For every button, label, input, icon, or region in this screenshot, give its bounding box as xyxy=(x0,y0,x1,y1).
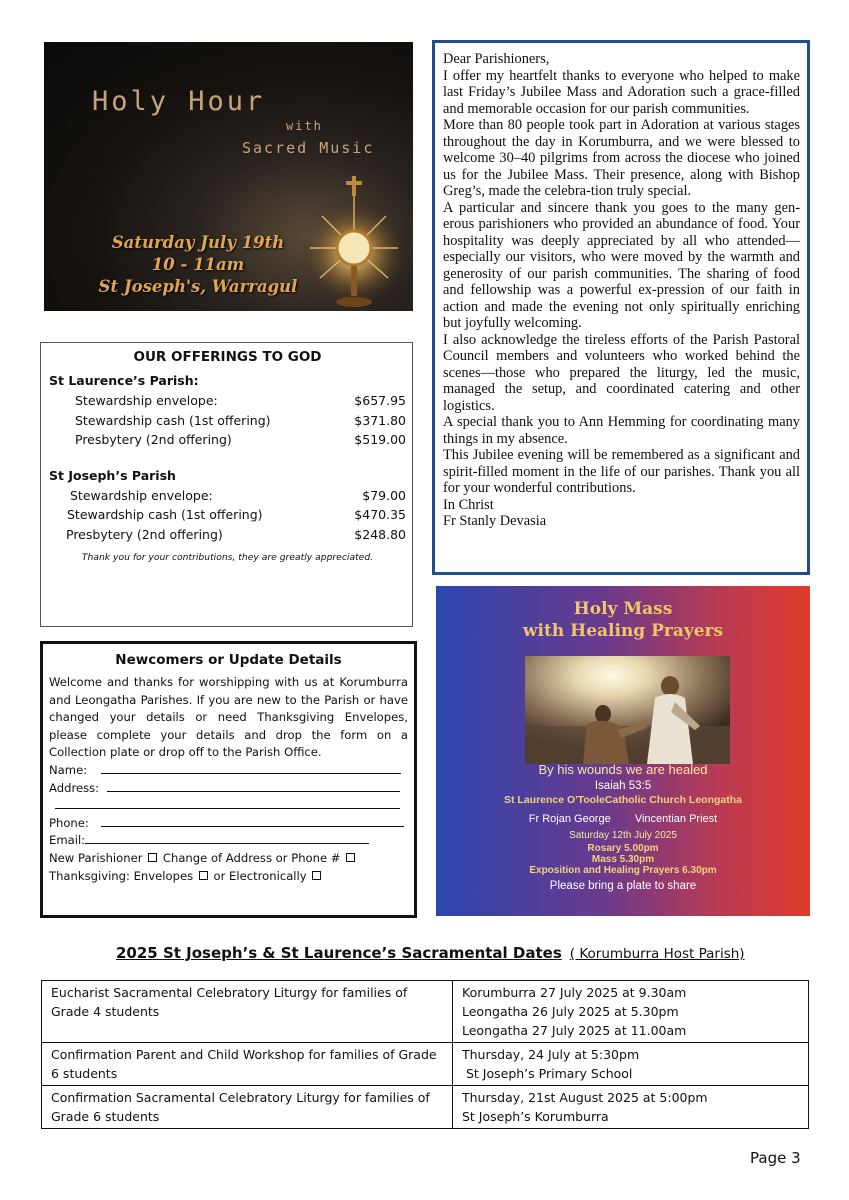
detail-line: Leongatha 26 July 2025 at 5.30pm xyxy=(462,1004,679,1019)
offering-label: Stewardship cash (1st offering) xyxy=(67,507,263,522)
offering-label: Presbytery (2nd offering) xyxy=(75,432,232,447)
mass-verse: By his wounds we are healed xyxy=(538,762,708,777)
monstrance-icon xyxy=(302,170,412,310)
offering-row xyxy=(49,430,406,450)
address-label: Address: xyxy=(49,780,100,795)
page-number: Page 3 xyxy=(750,1149,801,1167)
table-row xyxy=(42,1086,809,1129)
offering-label: Stewardship envelope: xyxy=(70,487,213,503)
letter-paragraph: A particular and sincere thank you goes to the many gen-erous parishioners who provided an abundance of food. Your hospitality was deeply appreciated by all who attended—especially our visitors, who were moved by the warmth and generosity of our parish communities. The sharing of food and fellowship was a powerful ex-pression of our faith in action and made the evening not only spiritually enriching but joyfully welcoming. xyxy=(443,199,800,331)
offering-amount: $371.80 xyxy=(354,412,406,428)
details-cell xyxy=(453,981,809,1043)
poster-with: with xyxy=(286,119,323,133)
jesus-healing-image xyxy=(525,656,730,764)
letter-closing: In Christ xyxy=(443,496,494,513)
new-parishioner-label: New Parishioner xyxy=(49,850,143,865)
email-label: Email: xyxy=(49,833,86,848)
details-cell xyxy=(453,1086,809,1129)
detail-line: St Joseph’s Korumburra xyxy=(462,1109,609,1124)
electronically-label: or Electronically xyxy=(213,868,307,883)
thanksgiving-options xyxy=(49,868,408,886)
table-row xyxy=(42,1043,809,1086)
offering-label: Stewardship cash (1st offering) xyxy=(75,412,271,428)
mass-title-line2: with Healing Prayers xyxy=(522,621,724,641)
holy-mass-poster xyxy=(436,586,810,916)
sacramental-title: 2025 St Joseph’s & St Laurence’s Sacramental Dates xyxy=(116,944,562,962)
parishioner-options xyxy=(49,850,408,868)
offerings-thanks: Thank you for your contributions, they are greatly appreciated. xyxy=(81,552,374,563)
table-row xyxy=(42,981,809,1043)
event-cell: Confirmation Sacramental Celebratory Liturgy for families of Grade 6 students xyxy=(42,1086,453,1129)
sacramental-subtitle: ( Korumburra Host Parish) xyxy=(569,946,745,962)
phone-field[interactable] xyxy=(49,815,408,833)
event-cell: Confirmation Parent and Child Workshop for families of Grade 6 students xyxy=(42,1043,453,1086)
detail-line: Leongatha 27 July 2025 at 11.00am xyxy=(462,1023,687,1038)
offerings-parish-name: St Laurence’s Parish: xyxy=(49,373,199,388)
parish-letter xyxy=(432,40,810,575)
offering-amount: $79.00 xyxy=(362,487,406,503)
name-label: Name: xyxy=(49,762,88,777)
offering-row xyxy=(49,505,406,525)
letter-signature: Fr Stanly Devasia xyxy=(443,513,547,529)
offerings-parish-name: St Joseph’s Parish xyxy=(49,467,176,483)
letter-paragraph: A special thank you to Ann Hemming for coordinating many things in my absence. xyxy=(443,414,800,447)
new-parishioner-checkbox[interactable] xyxy=(148,853,157,862)
change-address-label: Change of Address or Phone # xyxy=(162,850,341,865)
address-field[interactable] xyxy=(49,780,408,798)
mass-priest-role: Vincentian Priest xyxy=(634,813,718,825)
offering-amount: $248.80 xyxy=(354,526,406,542)
email-field[interactable] xyxy=(49,832,408,850)
poster-subtitle: Sacred Music xyxy=(242,139,375,157)
detail-line: Thursday, 21st August 2025 at 5:00pm xyxy=(462,1090,708,1105)
poster-place: St Joseph's, Warragul xyxy=(98,277,298,296)
detail-line: Korumburra 27 July 2025 at 9.30am xyxy=(462,985,687,1000)
offering-row xyxy=(49,486,406,506)
newcomers-body: Welcome and thanks for worshipping with us at Korumburra and Leongatha Parishes. If you are new to the Parish or have changed your details or need Thanksgiving Envelopes, please complete your details and drop the form on a Collection plate or drop off to the Parish Office. xyxy=(49,675,408,760)
offering-label: Presbytery (2nd offering) xyxy=(66,526,223,542)
envelopes-checkbox[interactable] xyxy=(199,871,208,880)
detail-line: St Joseph’s Primary School xyxy=(462,1066,633,1081)
mass-plate: Please bring a plate to share xyxy=(549,880,697,892)
envelopes-label: Thanksgiving: Envelopes xyxy=(49,868,194,883)
offering-row xyxy=(49,411,406,431)
mass-rosary: Rosary 5.00pm xyxy=(587,843,659,854)
name-field[interactable] xyxy=(49,762,408,780)
mass-time: Mass 5.30pm xyxy=(591,854,655,865)
phone-label: Phone: xyxy=(49,815,89,830)
letter-paragraph: I also acknowledge the tireless efforts of the Parish Pastoral Council members and volunteers who worked behind the scenes—those who prepared the liturgy, led the music, managed the setup, and coordinated catering and other logistics. xyxy=(443,331,800,414)
offering-amount: $519.00 xyxy=(354,432,406,447)
offering-row xyxy=(49,525,406,545)
offerings-title: OUR OFFERINGS TO GOD xyxy=(133,349,322,365)
mass-date: Saturday 12th July 2025 xyxy=(569,830,677,841)
details-cell xyxy=(453,1043,809,1086)
mass-priest-line xyxy=(436,813,810,825)
offerings-box xyxy=(40,342,413,627)
poster-time: 10 - 11am xyxy=(151,255,245,274)
mass-exposition: Exposition and Healing Prayers 6.30pm xyxy=(529,865,717,876)
event-cell: Eucharist Sacramental Celebratory Liturgy for families of Grade 4 students xyxy=(42,981,453,1043)
letter-greeting: Dear Parishioners, xyxy=(443,51,550,67)
offering-label: Stewardship envelope: xyxy=(75,393,218,408)
offering-amount: $657.95 xyxy=(354,393,406,408)
letter-paragraph: More than 80 people took part in Adoration at various stages throughout the day in Korumburra, and we were blessed to welcome 30–40 pilgrims from across the diocese who joined us for the Jubilee Mass. Their presence, along with Bishop Greg’s, made the celebra-tion truly special. xyxy=(443,117,800,199)
offering-amount: $470.35 xyxy=(354,507,406,522)
newcomers-title: Newcomers or Update Details xyxy=(115,652,342,668)
poster-date: Saturday July 19th xyxy=(111,233,285,252)
holy-hour-poster xyxy=(44,42,413,311)
mass-church: St Laurence O'TooleCatholic Church Leongatha xyxy=(504,794,742,806)
detail-line: Thursday, 24 July at 5:30pm xyxy=(462,1047,640,1062)
change-address-checkbox[interactable] xyxy=(346,853,355,862)
mass-priest: Fr Rojan George xyxy=(528,813,611,825)
letter-paragraph: I offer my heartfelt thanks to everyone who helped to make last Friday’s Jubilee Mass and Adoration such a grace-filled and memorable occasion for our parish communities. xyxy=(443,67,800,117)
poster-title: Holy Hour xyxy=(92,86,266,117)
offering-row xyxy=(49,391,406,411)
newcomers-form xyxy=(40,641,417,918)
sacramental-table xyxy=(41,980,809,1129)
address-field-line2[interactable] xyxy=(49,797,408,815)
letter-paragraph: This Jubilee evening will be remembered as a significant and spirit-filled moment in the life of our parishes. Thank you all for your wonderful contributions. xyxy=(443,447,800,496)
mass-reference: Isaiah 53:5 xyxy=(594,780,652,792)
electronically-checkbox[interactable] xyxy=(312,871,321,880)
mass-title-line1: Holy Mass xyxy=(573,599,673,619)
sacramental-heading xyxy=(116,944,745,962)
